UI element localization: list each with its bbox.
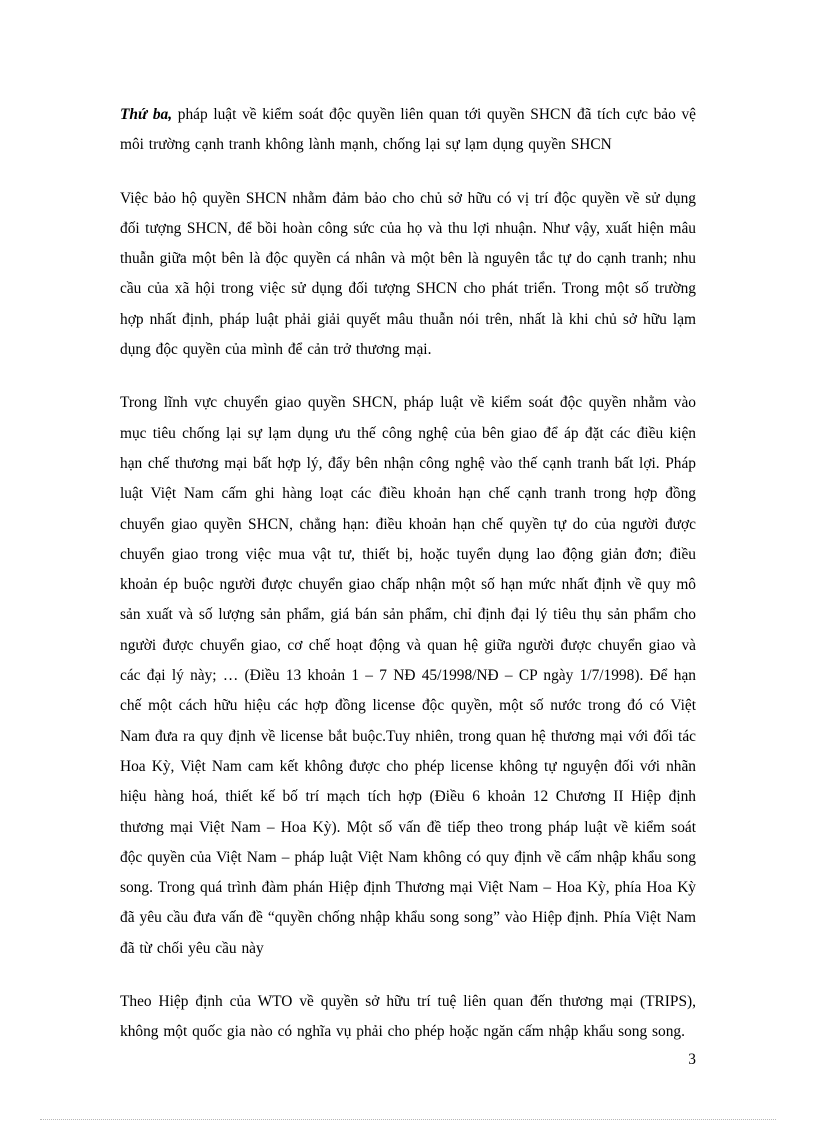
page-number: 3: [688, 1051, 696, 1068]
page-body: [120, 100, 696, 1071]
paragraph-trips: Theo Hiệp định của WTO về quyền sở hữu trí tuệ liên quan đến thương mại (TRIPS), không một quốc gia nào có nghĩa vụ phải cho phép hoặc ngăn cấm nhập khẩu song song.: [120, 993, 696, 1041]
paragraph-text: pháp luật về kiểm soát độc quyền liên quan tới quyền SHCN đã tích cực bảo vệ môi trường cạnh tranh không lành mạnh, chống lại sự lạm dụng quyền SHCN: [120, 106, 696, 154]
paragraph-protection: Việc bảo hộ quyền SHCN nhằm đảm bảo cho chủ sở hữu có vị trí độc quyền về sử dụng đối tượng SHCN, để bồi hoàn công sức của họ và thu lợi nhuận. Như vậy, xuất hiện mâu thuẫn giữa một bên là độc quyền cá nhân và một bên là nguyên tắc tự do cạnh tranh; nhu cầu của xã hội trong việc sử dụng đối tượng SHCN cho phát triển. Trong một số trường hợp nhất định, pháp luật phải giải quyết mâu thuẫn nói trên, nhất là khi chủ sở hữu lạm dụng độc quyền của mình để cản trở thương mại.: [120, 189, 696, 359]
page-bottom-rule: [40, 1119, 776, 1120]
paragraph-transfer: Trong lĩnh vực chuyển giao quyền SHCN, pháp luật về kiểm soát độc quyền nhằm vào mục tiêu chống lại sự lạm dụng ưu thế công nghệ của bên giao để áp đặt các điều kiện hạn chế thương mại bất hợp lý, đẩy bên nhận công nghệ vào thế cạnh tranh bất lợi. Pháp luật Việt Nam cấm ghi hàng loạt các điều khoản hạn chế cạnh tranh trong hợp đồng chuyển giao quyền SHCN, chẳng hạn: điều khoản hạn chế quyền tự do của người được chuyển giao trong việc mua vật tư, thiết bị, hoặc tuyển dụng lao động giản đơn; điều khoản ép buộc người được chuyển giao chấp nhận một số hạn mức nhất định về quy mô sản xuất và số lượng sản phẩm, giá bán sản phẩm, chỉ định đại lý tiêu thụ sản phẩm cho người được chuyển giao, cơ chế hoạt động và quan hệ giữa người được chuyển giao và các đại lý này; … (Điều 13 khoản 1 – 7 NĐ 45/1998/NĐ – CP ngày 1/7/1998). Để hạn chế một cách hữu hiệu các hợp đồng license độc quyền, một số nước trong đó có Việt Nam đưa ra quy định về license bắt buộc.Tuy nhiên, trong quan hệ thương mại với đối tác Hoa Kỳ, Việt Nam cam kết không được cho phép license không tự nguyện đối với nhãn hiệu hàng hoá, thiết kế bố trí mạch tích hợp (Điều 6 khoản 12 Chương II Hiệp định thương mại Việt Nam – Hoa Kỳ). Một số vấn đề tiếp theo trong pháp luật về kiểm soát độc quyền của Việt Nam – pháp luật Việt Nam không có quy định về cấm nhập khẩu song song. Trong quá trình đàm phán Hiệp định Thương mại Việt Nam – Hoa Kỳ, phía Hoa Kỳ đã yêu cầu đưa vấn đề “quyền chống nhập khẩu song song” vào Hiệp định. Phía Việt Nam đã từ chối yêu cầu này: [120, 394, 696, 957]
paragraph-lead-text: Thứ ba,: [120, 106, 173, 123]
paragraph-thu-ba: [120, 100, 696, 161]
